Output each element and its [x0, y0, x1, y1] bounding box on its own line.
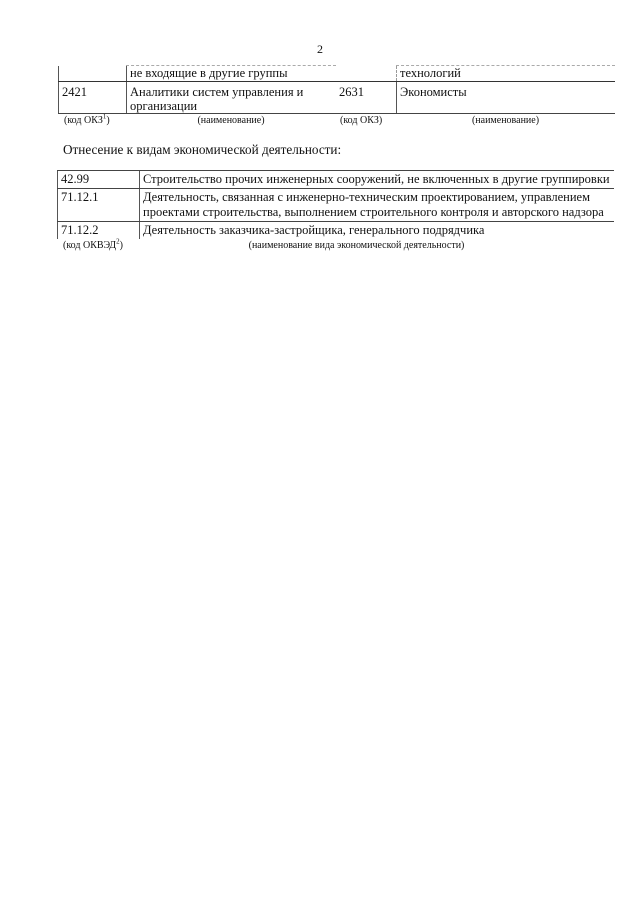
footnote-mark: 1: [102, 112, 107, 121]
caption-text: (код ОКВЭД: [63, 240, 117, 251]
okz-name2-cell: Экономисты: [396, 82, 615, 113]
dashed-line: [396, 65, 615, 66]
section-heading: Отнесение к видам экономической деятельности:: [63, 142, 342, 157]
okz-code-caption: [58, 112, 126, 126]
okz-code2-cell: [336, 66, 396, 81]
okved-code-caption: [57, 237, 139, 251]
okved-row: [57, 170, 614, 188]
okved-name-cell: Строительство прочих инженерных сооружений, не включенных в другие группировки: [139, 171, 614, 188]
okved-name-cell: Деятельность заказчика-застройщика, генерального подрядчика: [139, 222, 614, 239]
okz-row: [58, 66, 615, 82]
okz-name2-caption: (наименование): [471, 115, 540, 126]
caption-text: ): [106, 115, 110, 126]
okz-table: [58, 66, 615, 126]
footnote-mark: 2: [116, 237, 120, 246]
okved-table: [57, 170, 614, 251]
okved-name-caption: (наименование вида экономической деятельности): [248, 240, 465, 251]
okz-code2-cell: 2631: [339, 85, 364, 99]
okved-code-cell: 71.12.1: [57, 189, 139, 221]
okz-code-cell: [58, 66, 126, 81]
dashed-line: [126, 65, 336, 66]
okved-row: [57, 188, 614, 221]
okz-name2-cell: технологий: [396, 66, 615, 81]
okz-code2-caption: (код ОКЗ): [340, 115, 383, 126]
okz-code-cell: 2421: [58, 82, 126, 113]
okved-caption: [57, 237, 614, 251]
okved-row: [57, 221, 614, 239]
caption-text: ): [119, 240, 123, 251]
page-number: 2: [317, 42, 323, 56]
caption-text: (код ОКЗ: [64, 115, 103, 126]
okved-code-cell: 42.99: [57, 171, 139, 188]
okz-name-caption: (наименование): [197, 115, 265, 126]
okved-code-cell: 71.12.2: [57, 222, 139, 239]
okz-name-cell: Аналитики систем управления и организации: [126, 82, 336, 113]
okz-name-cell: не входящие в другие группы: [126, 66, 336, 81]
okz-caption: [58, 112, 615, 126]
okved-name-cell: Деятельность, связанная с инженерно-техническим проектированием, управлением проектами строительства, выполнением строительного контроля и авторского надзора: [139, 189, 614, 221]
okz-row: [58, 82, 615, 114]
